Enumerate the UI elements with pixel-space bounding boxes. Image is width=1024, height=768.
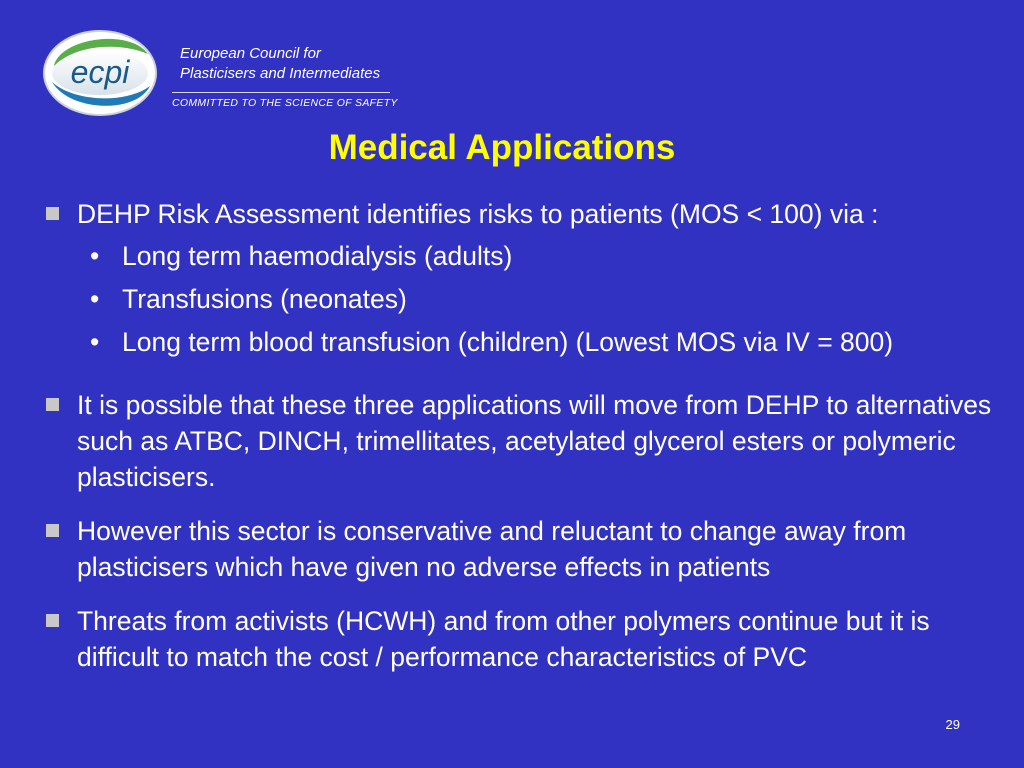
bullet-3-text: However this sector is conservative and reluctant to change away from plasticisers which have given no adverse effects in patients — [77, 516, 907, 582]
square-bullet-icon — [46, 524, 59, 537]
sub-bullet-1 — [90, 238, 996, 274]
org-name-line1: European Council for — [180, 45, 321, 62]
bullet-1-text: DEHP Risk Assessment identifies risks to patients (MOS < 100) via : — [77, 199, 879, 229]
org-tagline: COMMITTED TO THE SCIENCE OF SAFETY — [172, 97, 398, 109]
bullet-1 — [46, 196, 996, 232]
sub-bullet-2-text: Transfusions (neonates) — [122, 284, 407, 314]
square-bullet-icon — [46, 398, 59, 411]
sub-bullet-3 — [90, 324, 996, 360]
logo-text: ecpi — [70, 54, 130, 90]
bullet-3 — [46, 513, 996, 585]
org-name-line2: Plasticisers and Intermediates — [180, 65, 381, 82]
ecpi-logo — [40, 28, 164, 118]
sub-bullet-3-text: Long term blood transfusion (children) (Lowest MOS via IV = 800) — [122, 327, 894, 357]
org-name-block — [172, 44, 402, 109]
dot-bullet-icon: • — [90, 284, 100, 314]
slide-title: Medical Applications — [328, 128, 676, 167]
bullet-2 — [46, 387, 996, 495]
org-divider — [172, 92, 390, 93]
bullet-4-text: Threats from activists (HCWH) and from other polymers continue but it is difficult to match the cost / performance characteristics of PVC — [77, 606, 930, 672]
sub-bullet-1-text: Long term haemodialysis (adults) — [122, 241, 513, 271]
sub-bullet-list — [46, 238, 996, 360]
square-bullet-icon — [46, 207, 59, 220]
square-bullet-icon — [46, 614, 59, 627]
bullet-4 — [46, 603, 996, 675]
dot-bullet-icon: • — [90, 241, 100, 271]
dot-bullet-icon: • — [90, 327, 100, 357]
page-number: 29 — [945, 717, 960, 732]
slide-content — [46, 196, 996, 675]
bullet-2-text: It is possible that these three applications will move from DEHP to alternatives such as ATBC, DINCH, trimellitates, acetylated glycerol esters or polymeric plasticisers. — [77, 390, 992, 492]
sub-bullet-2 — [90, 281, 996, 317]
